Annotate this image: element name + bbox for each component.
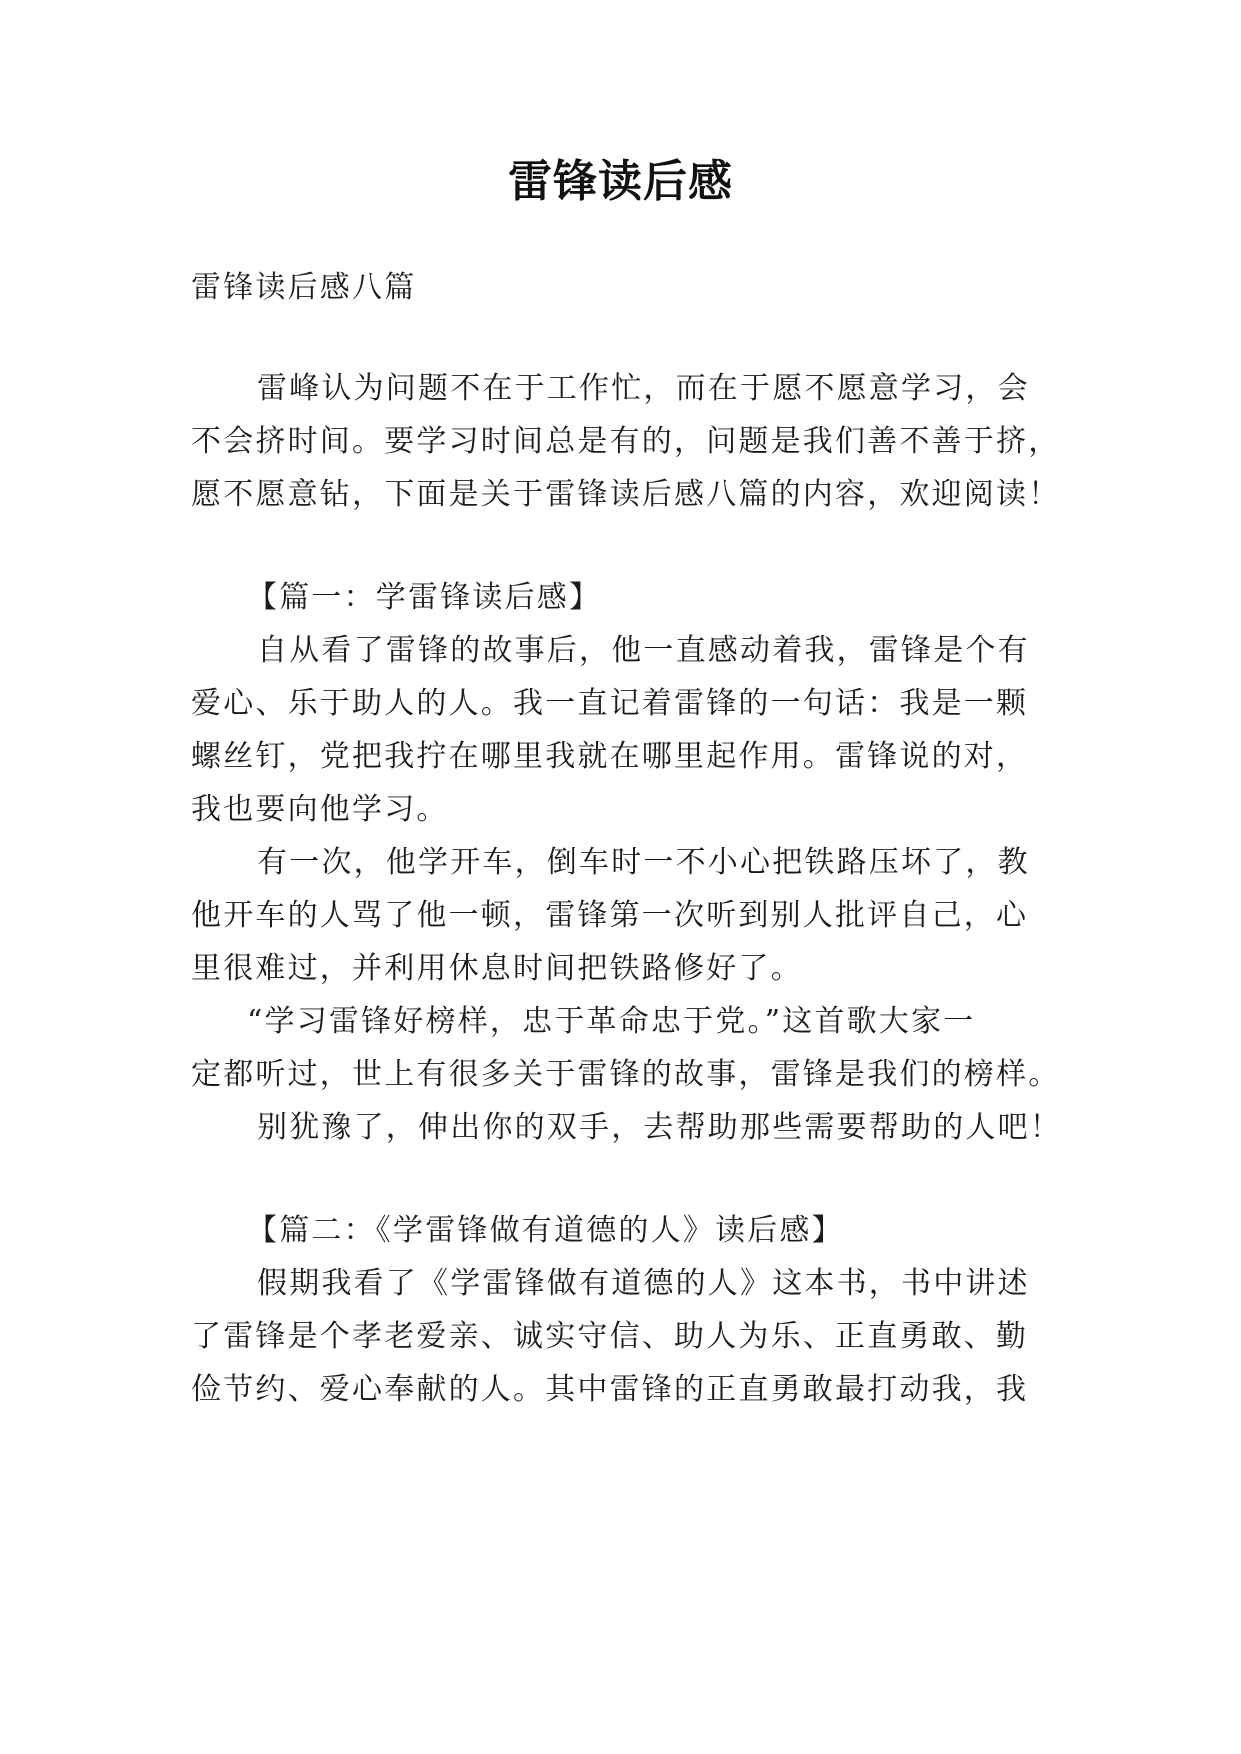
section2-heading: 【篇二：《学雷锋做有道德的人》读后感】 <box>247 1213 844 1248</box>
document-title: 雷锋读后感 <box>508 156 733 207</box>
section1-heading: 【篇一：学雷锋读后感】 <box>247 580 602 615</box>
section1-p3-line-1: “学习雷锋好榜样，忠于革命忠于党。”这首歌大家一 <box>247 1004 976 1039</box>
intro-line-1: 雷峰认为问题不在于工作忙，而在于愿不愿意学习，会 <box>257 371 1030 406</box>
section1-p4-line-1: 别犹豫了，伸出你的双手，去帮助那些需要帮助的人吧！ <box>257 1110 1062 1145</box>
section1-p3-line-2: 定都听过，世上有很多关于雷锋的故事，雷锋是我们的榜样。 <box>191 1057 1061 1092</box>
section1-p2-line-3: 里很难过，并利用休息时间把铁路修好了。 <box>191 951 803 986</box>
section1-p2-line-1: 有一次，他学开车，倒车时一不小心把铁路压坏了，教 <box>257 845 1030 880</box>
section1-p1-line-3: 螺丝钉，党把我拧在哪里我就在哪里起作用。雷锋说的对， <box>191 739 1029 774</box>
intro-line-2: 不会挤时间。要学习时间总是有的，问题是我们善不善于挤， <box>191 424 1061 459</box>
section2-p1-line-1: 假期我看了《学雷锋做有道德的人》这本书，书中讲述 <box>257 1266 1030 1301</box>
section1-p1-line-4: 我也要向他学习。 <box>191 792 449 827</box>
section2-p1-line-3: 俭节约、爱心奉献的人。其中雷锋的正直勇敢最打动我，我 <box>191 1372 1029 1407</box>
section1-p2-line-2: 他开车的人骂了他一顿，雷锋第一次听到别人批评自己，心 <box>191 898 1029 933</box>
section1-p1-line-1: 自从看了雷锋的故事后，他一直感动着我，雷锋是个有 <box>257 633 1030 668</box>
document-subtitle: 雷锋读后感八篇 <box>191 270 417 305</box>
section1-p1-line-2: 爱心、乐于助人的人。我一直记着雷锋的一句话：我是一颗 <box>191 686 1029 721</box>
section2-p1-line-2: 了雷锋是个孝老爱亲、诚实守信、助人为乐、正直勇敢、勤 <box>191 1319 1029 1354</box>
intro-line-3: 愿不愿意钻，下面是关于雷锋读后感八篇的内容，欢迎阅读！ <box>191 477 1061 512</box>
